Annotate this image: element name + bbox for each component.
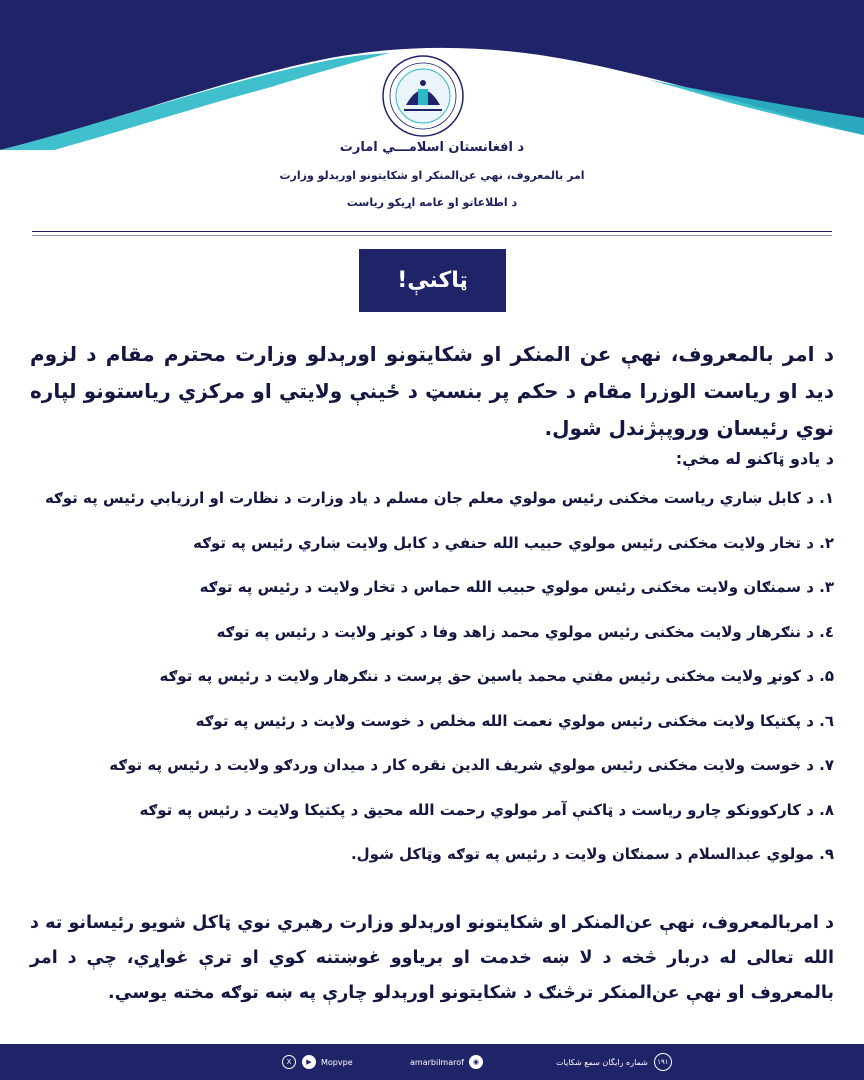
hotline-number: ۱۹۱: [654, 1053, 672, 1071]
appointment-item: ٦. د پکتیکا ولایت مخکنی رئیس مولوي نعمت الله مخلص د خوست ولایت د رئیس په توګه: [195, 711, 834, 730]
appointment-item: ۵. د کونړ ولایت مخکنی رئیس مفتي محمد یاسین حق پرست د ننګرهار ولایت د رئیس په توګه: [159, 667, 834, 685]
appointment-item: ۳. د سمنګان ولایت مخکنی رئیس مولوي حبیب الله حماس د تخار ولایت د رئیس په توګه: [199, 578, 834, 596]
ministry-seal-emblem: [382, 55, 464, 137]
footer-hotline[interactable]: [556, 1044, 672, 1080]
closing-paragraph: د امربالمعروف، نهې عن‌المنکر او شکایتونو اورېدلو وزارت رهبري نوي ټاکل شویو رئیسانو ته د الله تعالی له دربار څخه د لا ښه خدمت او بریاوو غوښتنه کوي او ترې غواړي، چې د امر بالمعروف او نهې عن‌المنکر ترڅنګ د شکایتونو اورېدلو چارې په ښه توګه مخته یوسي.: [30, 913, 834, 1003]
header-divider-thin: [32, 235, 832, 236]
appointment-item: ٤. د ننګرهار ولایت مخکنی رئیس مولوي محمد زاهد وفا د کونړ ولایت د رئیس په توګه: [216, 622, 834, 641]
appointments-subheading: د یادو ټاکنو له مخې:: [675, 449, 834, 468]
x-twitter-icon[interactable]: X: [282, 1055, 296, 1069]
footer-website-link[interactable]: [410, 1044, 483, 1080]
appointments-list: [30, 488, 834, 889]
website-label: amarbilmarof: [410, 1057, 464, 1067]
header-ministry-name: امر بالمعروف، نهي عن‌المنکر او شکایتونو اورېدلو وزارت: [279, 169, 585, 182]
appointment-item: ۷. د خوست ولایت مخکنی رئیس مولوي شریف الدین نقره کار د میدان وردګو ولایت د رئیس په توګه: [109, 756, 834, 774]
announcement-title-box: [359, 249, 506, 312]
header-emirate-name: د افغانستان اسلامـــي امارت: [339, 140, 525, 155]
header-divider: [32, 231, 832, 232]
globe-icon: ◉: [469, 1055, 483, 1069]
footer-bar: [0, 1044, 864, 1080]
appointment-item: ۱. د کابل ښاري ریاست مخکنی رئیس مولوي معلم جان مسلم د یاد وزارت د نظارت او ارزیابي رئیس په توګه: [44, 489, 834, 507]
appointment-item: ۲. د تخار ولایت مخکنی رئیس مولوي حبیب الله حنفي د کابل ولایت ښاري رئیس په توګه: [193, 533, 834, 552]
hotline-label: شماره رایگان سمع شکایات: [556, 1057, 648, 1067]
appointment-item: ۸. د کارکوونکو چارو ریاست د ټاکنې آمر مولوي رحمت الله محیق د پکتیکا ولایت د رئیس په توګه: [139, 800, 834, 819]
youtube-icon[interactable]: ▶: [302, 1055, 316, 1069]
announcement-title: ټاکنې!: [397, 268, 468, 293]
intro-paragraph: د امر بالمعروف، نهې عن المنکر او شکایتونو اورېدلو وزارت محترم مقام د لزوم دید او ریاست الوزرا مقام د حکم پر بنسټ د ځینې ولایتي او مرکزي ریاستونو لپاره نوي رئیسان وروپېژندل شول.: [30, 342, 834, 440]
footer-social-links: [282, 1044, 353, 1080]
appointment-item: ۹. مولوي عبدالسلام د سمنګان ولایت د رئیس په توګه وټاکل شول.: [350, 845, 834, 863]
header-directorate-name: د اطلاعاتو او عامه اړیکو ریاست: [346, 196, 518, 209]
youtube-handle[interactable]: Mopvpe: [321, 1057, 353, 1067]
